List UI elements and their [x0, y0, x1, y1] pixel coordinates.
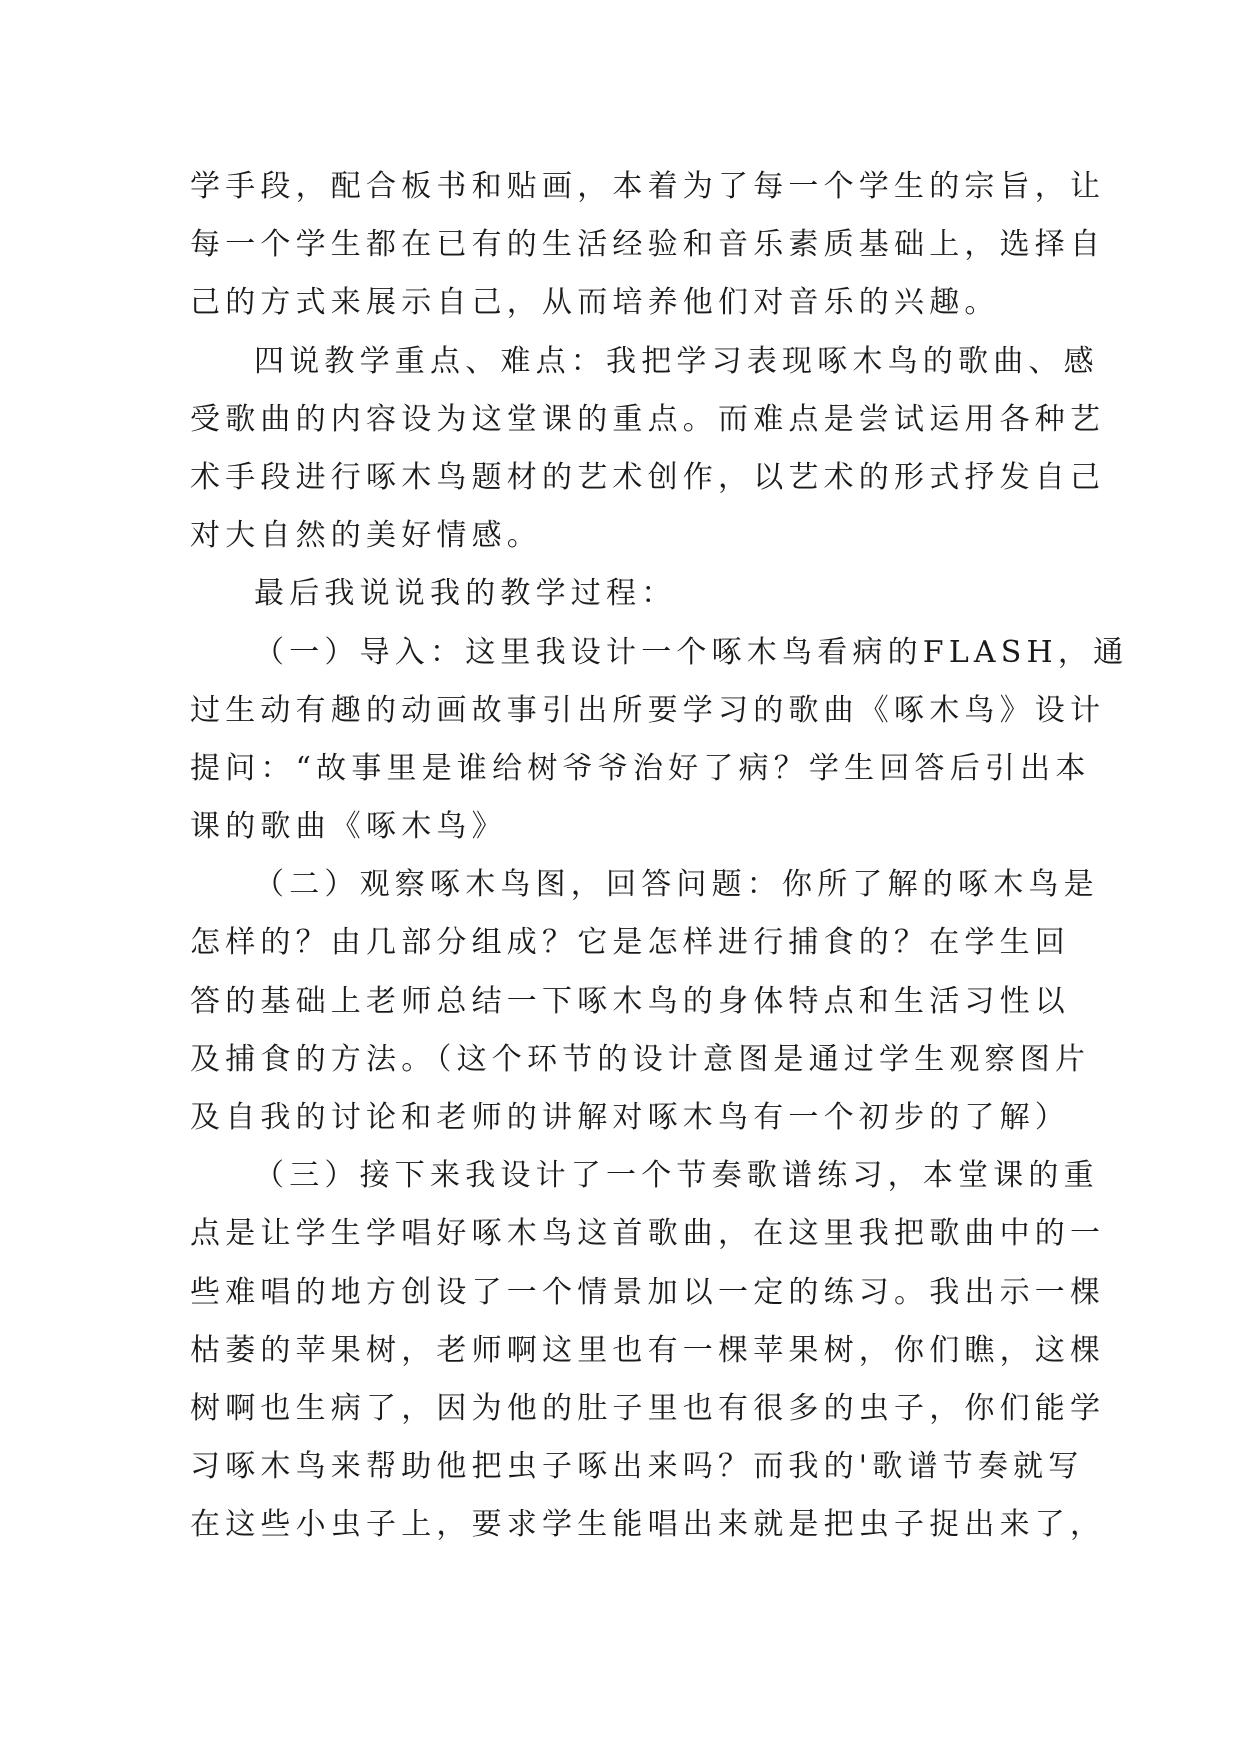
text-line: 枯萎的苹果树，老师啊这里也有一棵苹果树，你们瞧，这棵: [190, 1332, 1106, 1368]
body-text: [190, 158, 1129, 1555]
text-line: 树啊也生病了，因为他的肚子里也有很多的虫子，你们能学: [190, 1390, 1106, 1426]
text-line: 受歌曲的内容设为这堂课的重点。而难点是尝试运用各种艺: [190, 401, 1106, 437]
text-line: 及自我的讨论和老师的讲解对啄木鸟有一个初步的了解）: [190, 1100, 1070, 1135]
paragraph-start-line: （二）观察啄木鸟图，回答问题：你所了解的啄木鸟是: [254, 867, 1099, 903]
text-line: 己的方式来展示自己，从而培养他们对音乐的兴趣。: [190, 285, 1000, 321]
text-line: 习啄木鸟来帮助他把虫子啄出来吗？而我的'歌谱节奏就写: [190, 1449, 1084, 1485]
text-line: 些难唱的地方创设了一个情景加以一定的练习。我出示一棵: [190, 1274, 1106, 1310]
text-line: 提问：“故事里是谁给树爷爷治好了病？学生回答后引出本: [190, 750, 1091, 786]
text-line: 每一个学生都在已有的生活经验和音乐素质基础上，选择自: [190, 227, 1106, 263]
paragraph-start-line: （三）接下来我设计了一个节奏歌谱练习，本堂课的重: [254, 1158, 1099, 1194]
text-line: 课的歌曲《啄木鸟》: [190, 809, 507, 845]
text-line: 点是让学生学唱好啄木鸟这首歌曲，在这里我把歌曲中的一: [190, 1216, 1106, 1252]
text-line: 术手段进行啄木鸟题材的艺术创作，以艺术的形式抒发自己: [190, 459, 1106, 495]
text-line: 答的基础上老师总结一下啄木鸟的身体特点和生活习性以: [190, 983, 1070, 1019]
paragraph-start-line: （一）导入：这里我设计一个啄木鸟看病的FLASH，通: [254, 634, 1129, 670]
text-line: 在这些小虫子上，要求学生能唱出来就是把虫子捉出来了，: [190, 1507, 1106, 1543]
text-line: 学手段，配合板书和贴画，本着为了每一个学生的宗旨，让: [190, 169, 1106, 204]
text-line: 过生动有趣的动画故事引出所要学习的歌曲《啄木鸟》设计: [190, 692, 1106, 728]
text-line: 及捕食的方法。（这个环节的设计意图是通过学生观察图片: [190, 1041, 1091, 1077]
paragraph-start-line: 四说教学重点、难点：我把学习表现啄木鸟的歌曲、感: [254, 343, 1099, 379]
paragraph-start-line: 最后我说说我的教学过程：: [254, 576, 677, 612]
text-line: 对大自然的美好情感。: [190, 518, 542, 554]
text-line: 怎样的？由几部分组成？它是怎样进行捕食的？在学生回: [190, 925, 1070, 961]
